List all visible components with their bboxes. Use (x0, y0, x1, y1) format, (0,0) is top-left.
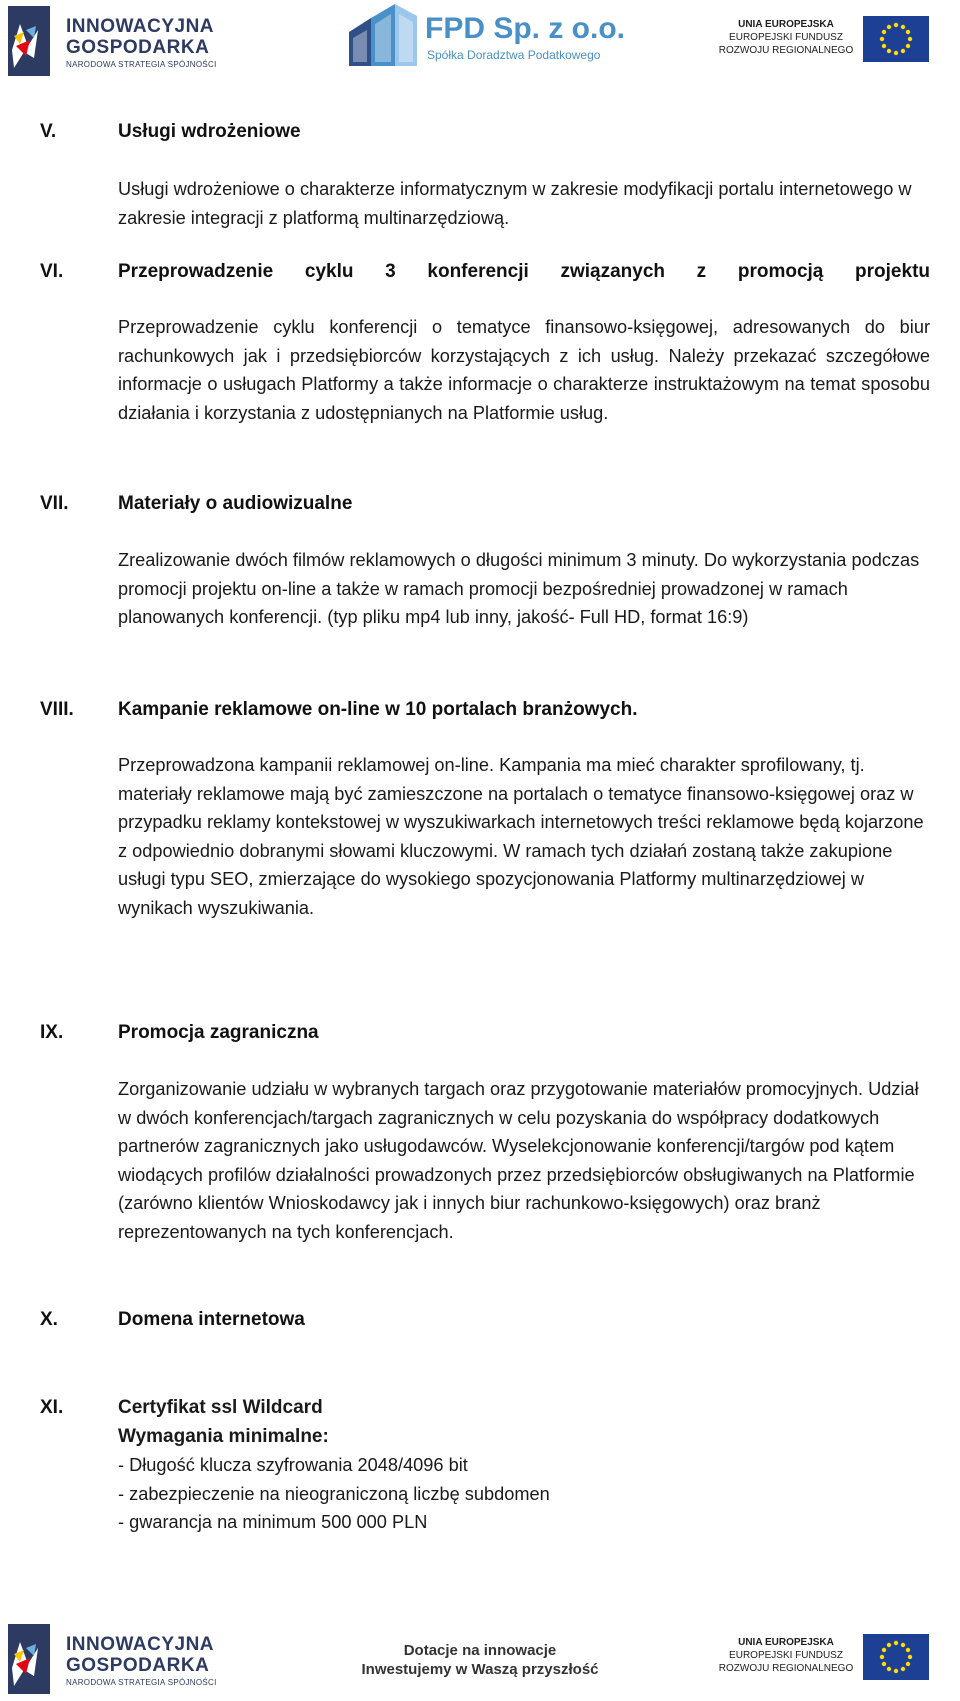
ig-line2: GOSPODARKA (66, 1655, 210, 1676)
fpd-building-icon (345, 2, 423, 72)
section-number: IX. (40, 1022, 64, 1043)
section-number: VI. (40, 261, 64, 282)
section-body: Zorganizowanie udziału w wybranych targach oraz przygotowanie materiałów promocyjnych. Udział w dwóch konferencjach/targach zagranicznych w celu pozyskania do współpracy dodatkowych partnerów zagranicznych jako usługodawców. Wyselekcjonowanie konferencji/targów pod kątem wiodących profilów działalności prowadzonych przez przedsiębiorców obsługiwanych na Platformie (zarówno klientów Wnioskodawcy jak i innych biur rachunkowo-księgowych) oraz branż reprezentowanych na tych konferencjach. (118, 1079, 919, 1242)
eu-flag-icon (863, 16, 929, 62)
section-title: Materiały o audiowizualne (118, 493, 353, 514)
page-footer (0, 1618, 960, 1698)
ig-line2: GOSPODARKA (66, 37, 210, 58)
section-title: Usługi wdrożeniowe (118, 121, 301, 142)
ig-line3: NARODOWA STRATEGIA SPÓJNOŚCI (66, 60, 217, 69)
slogan-line1: Dotacje na innowacje (403, 1642, 557, 1659)
eu-line1: UNIA EUROPEJSKA (738, 1637, 834, 1648)
innowacyjna-gospodarka-logo (8, 1624, 228, 1694)
section-title: Przeprowadzenie cyklu 3 konferencji związanych z promocją projektu (118, 261, 930, 282)
eu-line3: ROZWOJU REGIONALNEGO (718, 1663, 854, 1674)
requirement-item: - gwarancja na minimum 500 000 PLN (118, 1512, 428, 1532)
ig-emblem-icon (8, 6, 58, 76)
page-header (0, 0, 960, 80)
fpd-logo (345, 2, 625, 72)
eu-logo (715, 1634, 955, 1684)
slogan-line2: Inwestujemy w Waszą przyszłość (361, 1661, 599, 1678)
eu-logo (715, 16, 955, 66)
ig-line1: INNOWACYJNA (66, 16, 215, 37)
section-title: Promocja zagraniczna (118, 1022, 319, 1043)
innowacyjna-gospodarka-logo (8, 6, 228, 76)
ig-line3: NARODOWA STRATEGIA SPÓJNOŚCI (66, 1678, 217, 1687)
certificate-block (118, 1394, 930, 1537)
section-number: VIII. (40, 699, 74, 720)
eu-line3: ROZWOJU REGIONALNEGO (718, 45, 854, 56)
eu-line1: UNIA EUROPEJSKA (738, 19, 834, 30)
eu-line2: EUROPEJSKI FUNDUSZ (729, 1650, 843, 1661)
ig-line1: INNOWACYJNA (66, 1634, 215, 1655)
section-number: XI. (40, 1397, 64, 1418)
section-title: Certyfikat ssl Wildcard (118, 1397, 323, 1418)
requirement-item: - Długość klucza szyfrowania 2048/4096 bit (118, 1455, 468, 1475)
section-number: X. (40, 1309, 58, 1330)
eu-flag-icon (863, 1634, 929, 1680)
requirements-heading: Wymagania minimalne: (118, 1425, 329, 1447)
fpd-name: FPD Sp. z o.o. (425, 12, 625, 45)
section-body: Usługi wdrożeniowe o charakterze informatycznym w zakresie modyfikacji portalu internetowego w zakresie integracji z platformą multinarzędziową. (118, 179, 912, 228)
eu-line2: EUROPEJSKI FUNDUSZ (729, 32, 843, 43)
section-number: V. (40, 121, 57, 142)
ig-emblem-icon (8, 1624, 58, 1694)
section-title: Domena internetowa (118, 1309, 305, 1330)
section-title: Kampanie reklamowe on-line w 10 portalach branżowych. (118, 699, 638, 720)
section-body: Przeprowadzenie cyklu konferencji o tematyce finansowo-księgowej, adresowanych do biur rachunkowych jak i przedsiębiorców korzystających z ich usług. Należy przekazać szczegółowe informacje o usługach Platformy a także informacje o charakterze instruktażowym na temat sposobu działania i korzystania z udostępnianych na Platformie usług. (118, 317, 930, 423)
requirement-item: - zabezpieczenie na nieograniczoną liczbę subdomen (118, 1483, 550, 1504)
section-body: Przeprowadzona kampanii reklamowej on-line. Kampania ma mieć charakter sprofilowany, tj. materiały reklamowe mają być zamieszczone na portalach o tematyce finansowo-księgowej oraz w przypadku reklamy kontekstowej w wyszukiwarkach internetowych treści reklamowe będą kojarzone z odpowiednio dobranymi słowami kluczowymi. W ramach tych działań zostaną także zakupione usługi typu SEO, zmierzające do wysokiego spozycjonowania Platformy multinarzędziowej w wynikach wyszukiwania. (118, 755, 924, 918)
dotacje-slogan (340, 1641, 620, 1679)
fpd-subtitle: Spółka Doradztwa Podatkowego (427, 48, 601, 62)
section-body: Zrealizowanie dwóch filmów reklamowych o długości minimum 3 minuty. Do wykorzystania podczas promocji projektu on-line a także w ramach promocji bezpośredniej prowadzonej w ramach planowanych konferencji. (typ pliku mp4 lub inny, jakość- Full HD, format 16:9) (118, 550, 920, 627)
section-number: VII. (40, 493, 69, 514)
